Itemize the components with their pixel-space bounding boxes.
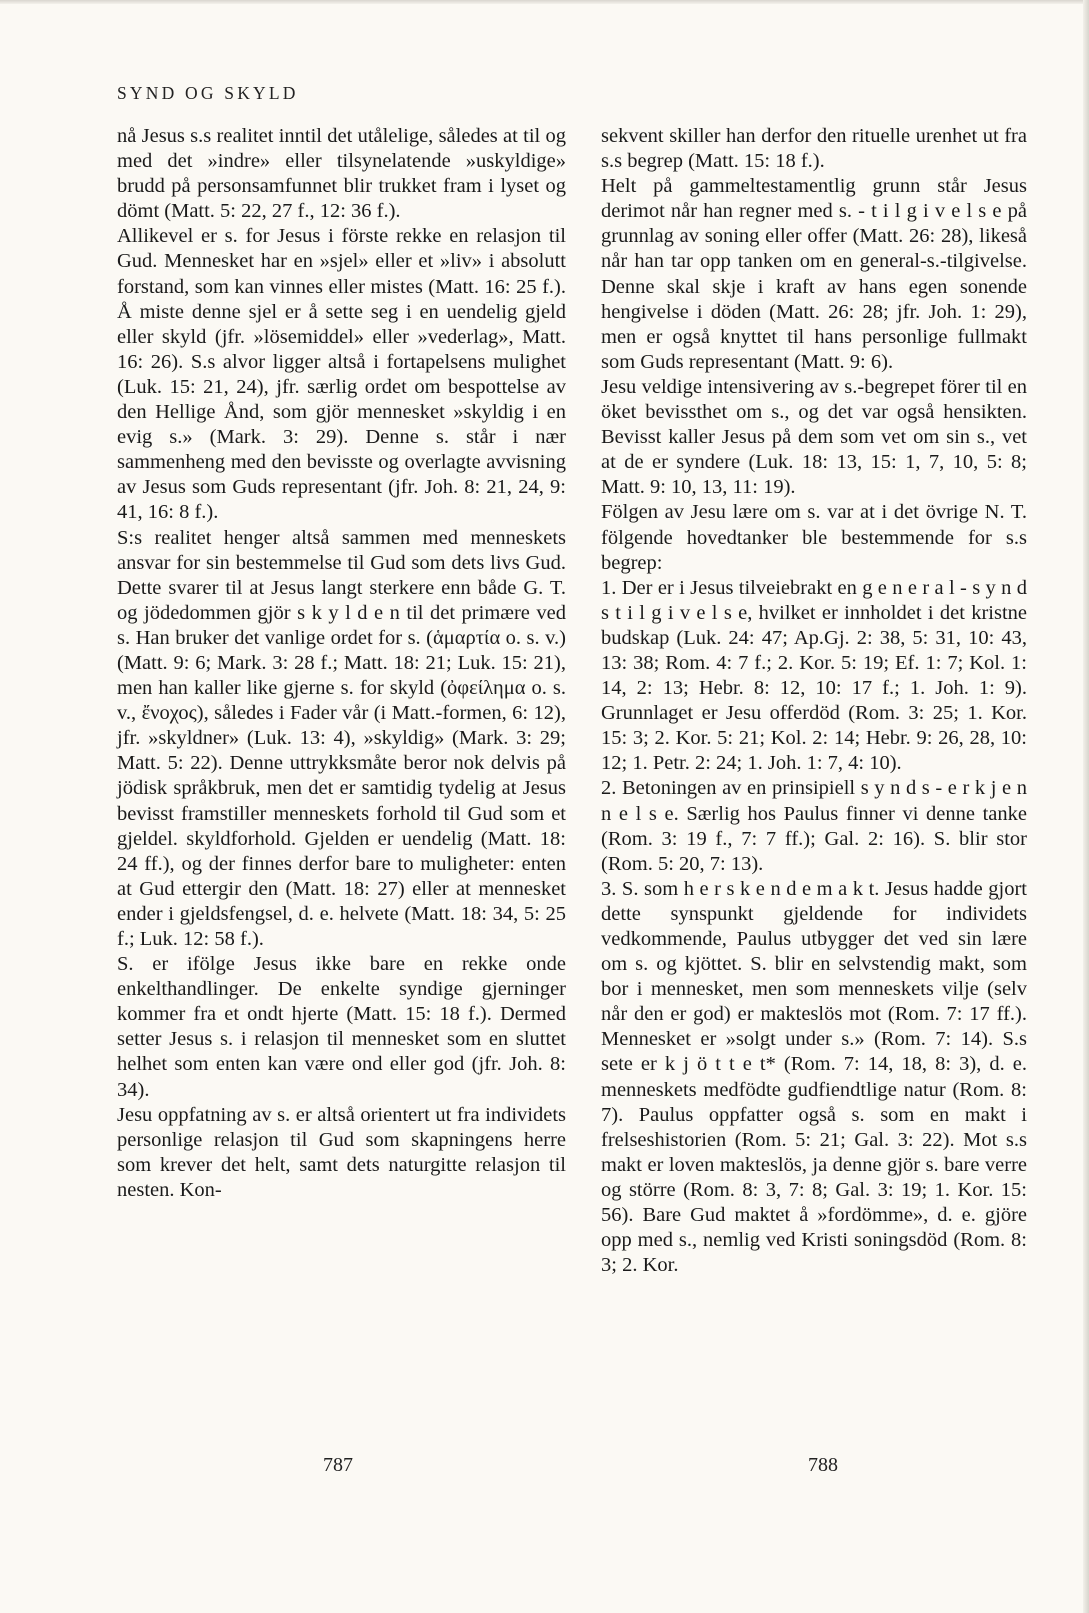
- paragraph: S:s realitet henger altså sammen med menneskets ansvar for sin bestemmelse til Gud som dets livs Gud. Dette svarer til at Jesus langt sterkere enn både G. T. og jödedommen gjör s k y l d e n til det primære ved s. Han bruker det vanlige ordet for s. (ἁμαρτία o. s. v.) (Matt. 9: 6; Mark. 3: 28 f.; Matt. 18: 21; Luk. 15: 21), men han kaller like gjerne s. for skyld (ὀφείλημα o. s. v., ἔνοχος), således i Fader vår (i Matt.-formen, 6: 12), jfr. »skyldner» (Luk. 13: 4), »skyldig» (Mark. 3: 29; Matt. 5: 22). Denne uttrykksmåte beror nok delvis på jödisk språkbruk, men det er samtidig tydelig at Jesus bevisst framstiller menneskets forhold til Gud som et gjeldel. skyldforhold. Gjelden er uendelig (Matt. 18: 24 ff.), og der finnes derfor bare to muligheter: enten at Gud ettergir den (Matt. 18: 27) eller at mennesket ender i gjeldsfengsel, d. e. helvete (Matt. 18: 34, 5: 25 f.; Luk. 12: 58 f.).: [117, 526, 566, 950]
- paragraph: Jesu oppfatning av s. er altså orientert ut fra individets personlige relasjon til Gud som skapningens herre som krever det helt, samt dets naturgitte relasjon til nesten. Kon-: [117, 1103, 566, 1201]
- paragraph: Helt på gammeltestamentlig grunn står Jesus derimot når han regner med s. - t i l g i v e l s e på grunnlag av soning eller offer (Matt. 26: 28), likeså når han tar opp tanken om en general-s.-tilgivelse. Denne skal skje i kraft av hans egen sonende hengivelse i döden (Matt. 26: 28; jfr. Joh. 1: 29), men er også knyttet til hans personlige fullmakt som Guds representant (Matt. 9: 6).: [601, 175, 1027, 373]
- page-edge: [1083, 0, 1089, 1613]
- running-head: SYND OG SKYLD: [117, 83, 299, 103]
- paragraph: Jesu veldige intensivering av s.-begrepet förer til en öket bevissthet om s., og det var også hensikten. Bevisst kaller Jesus på dem som vet om sin s., vet at de er syndere (Luk. 18: 13, 15: 1, 7, 10, 5: 8; Matt. 9: 10, 13, 11: 19).: [601, 375, 1027, 499]
- top-edge: [0, 0, 1089, 4]
- paragraph: Fölgen av Jesu lære om s. var at i det övrige N. T. fölgende hovedtanker ble bestemmende for s.s begrep:: [601, 501, 1027, 574]
- paragraph: sekvent skiller han derfor den rituelle urenhet ut fra s.s begrep (Matt. 15: 18 f.).: [601, 125, 1027, 173]
- page-number-left: 787: [323, 1454, 353, 1476]
- paragraph: 3. S. som h e r s k e n d e m a k t. Jesus hadde gjort dette synspunkt gjeldende for individets vedkommende, Paulus utbygger det ved sin lære om s. og kjöttet. S. blir en selvstendig makt, som bor i mennesket, men som menneskets vilje (selv når den er god) er makteslös mot (Rom. 7: 17 ff.). Mennesket er »solgt under s.» (Rom. 7: 14). S.s sete er k j ö t t e t* (Rom. 7: 14, 18, 8: 3), d. e. menneskets medfödte gudfiendtlige natur (Rom. 8: 7). Paulus oppfatter også s. som en makt i frelseshistorien (Rom. 5: 21; Gal. 3: 22). Mot s.s makt er loven makteslös, ja denne gjör s. bare verre og större (Rom. 8: 3, 7: 8; Gal. 3: 19; 1. Kor. 15: 56). Bare Gud maktet å »fordömme», d. e. gjöre opp med s., nemlig ved Kristi soningsdöd (Rom. 8: 3; 2. Kor.: [601, 877, 1027, 1277]
- paragraph: Allikevel er s. for Jesus i förste rekke en relasjon til Gud. Mennesket har en »sjel» eller et »liv» i absolutt forstand, som kan vinnes eller mistes (Matt. 16: 25 f.). Å miste denne sjel er å sette seg i en uendelig gjeld eller skyld (jfr. »lösemiddel» eller »vederlag», Matt. 16: 26). S.s alvor ligger altså i fortapelsens mulighet (Luk. 15: 21, 24), jfr. særlig ordet om bespottelse av den Hellige Ånd, som gjör mennesket »skyldig i en evig s.» (Mark. 3: 29). Denne s. står i nær sammenheng med den bevisste og overlagte avvisning av Jesus som Guds representant (jfr. Joh. 8: 21, 24, 9: 41, 16: 8 f.).: [117, 225, 566, 524]
- page-number-right: 788: [808, 1454, 838, 1476]
- right-column: [601, 124, 1027, 1278]
- paragraph: S. er ifölge Jesus ikke bare en rekke onde enkelthandlinger. De enkelte syndige gjerninger kommer fra et ondt hjerte (Matt. 15: 18 f.). Dermed setter Jesus s. i relasjon til mennesket som en sluttet helhet som enten kan være ond eller god (jfr. Joh. 8: 34).: [117, 953, 566, 1101]
- paragraph: 1. Der er i Jesus tilveiebrakt en g e n e r a l - s y n d s t i l g i v e l s e, hvilket er innholdet i det kristne budskap (Luk. 24: 47; Ap.Gj. 2: 38, 5: 31, 10: 43, 13: 38; Rom. 4: 7 f.; 2. Kor. 5: 19; Ef. 1: 7; Kol. 1: 14, 2: 13; Hebr. 8: 12, 10: 17 f.; 1. Joh. 1: 9). Grunnlaget er Jesu offerdöd (Rom. 3: 25; 1. Kor. 15: 3; 2. Kor. 5: 21; Kol. 2: 14; Hebr. 9: 26, 28, 10: 12; 1. Petr. 2: 24; 1. Joh. 1: 7, 4: 10).: [601, 576, 1027, 775]
- paragraph: nå Jesus s.s realitet inntil det utålelige, således at til og med det »indre» eller tilsynelatende »uskyldige» brudd på personsamfunnet blir trukket fram i lyset og dömt (Matt. 5: 22, 27 f., 12: 36 f.).: [117, 125, 566, 223]
- left-column: [117, 124, 566, 1203]
- paragraph: 2. Betoningen av en prinsipiell s y n d s - e r k j e n n e l s e. Særlig hos Paulus finner vi denne tanke (Rom. 3: 19 f., 7: 7 ff.); Gal. 2: 16). S. blir stor (Rom. 5: 20, 7: 13).: [601, 777, 1027, 875]
